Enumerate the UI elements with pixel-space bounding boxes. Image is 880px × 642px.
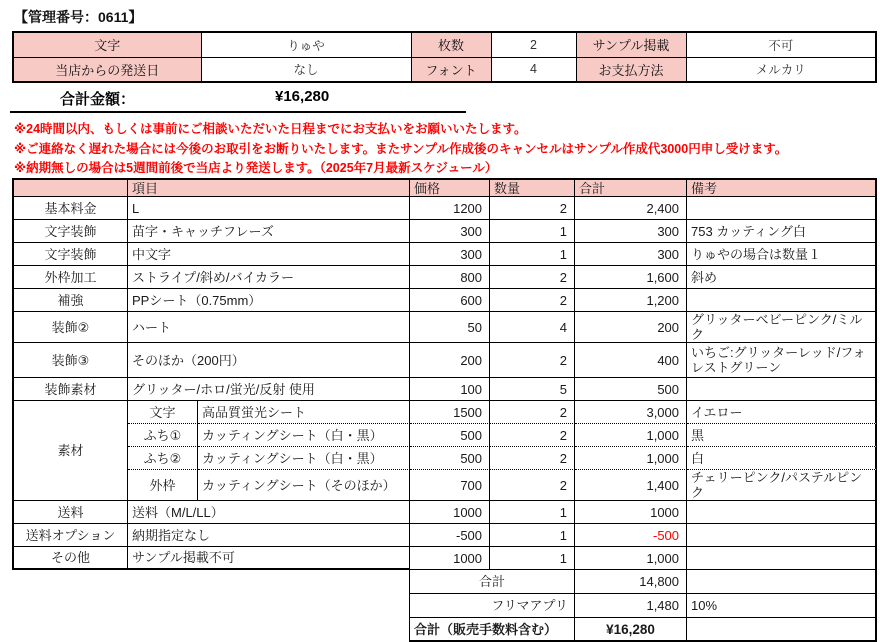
note-line: ※24時間以内、もしくは事前にご相談いただいた日程までにお支払いをお願いいたします。 bbox=[14, 122, 527, 136]
table-row bbox=[12, 501, 877, 524]
info-label-moji: 文字 bbox=[13, 32, 201, 57]
header-note: 備考 bbox=[687, 178, 877, 197]
cell-note: 白 bbox=[687, 447, 877, 470]
cell-qty: 1 bbox=[490, 524, 575, 547]
cell-item: そのほか（200円） bbox=[128, 343, 410, 378]
cell-total: 1,600 bbox=[575, 266, 687, 289]
cell-category: 装飾素材 bbox=[12, 378, 128, 401]
table-row bbox=[12, 266, 877, 289]
payment-notes bbox=[14, 120, 787, 179]
cell-price: 300 bbox=[410, 220, 490, 243]
info-row bbox=[13, 32, 876, 57]
cell-price: 1500 bbox=[410, 401, 490, 424]
cell-category-material: 素材 bbox=[12, 401, 128, 501]
table-row bbox=[12, 547, 877, 570]
header-blank bbox=[12, 178, 128, 197]
table-row bbox=[12, 343, 877, 378]
summary-value-grand-total: ¥16,280 bbox=[575, 618, 687, 642]
cell-total: 1,000 bbox=[575, 424, 687, 447]
grand-total-line bbox=[10, 86, 466, 113]
info-value-payment: メルカリ bbox=[686, 57, 876, 82]
cell-category: 文字装飾 bbox=[12, 220, 128, 243]
table-row-material bbox=[12, 470, 877, 501]
cell-total: 400 bbox=[575, 343, 687, 378]
header-price: 価格 bbox=[410, 178, 490, 197]
cell-note: 753 カッティング白 bbox=[687, 220, 877, 243]
cell-item: 中文字 bbox=[128, 243, 410, 266]
cell-price: 500 bbox=[410, 447, 490, 470]
blank-area bbox=[12, 594, 410, 618]
cell-item: 苗字・キャッチフレーズ bbox=[128, 220, 410, 243]
cell-note: いちご:グリッターレッド/フォレストグリーン bbox=[687, 343, 877, 378]
note-line: ※ご連絡なく遅れた場合には今後のお取引をお断りいたします。またサンプル作成後のキャンセルはサンプル作成代3000円申し受けます。 bbox=[14, 141, 788, 156]
order-header-row bbox=[12, 178, 877, 197]
cell-note: チェリーピンク/パステルピンク bbox=[687, 470, 877, 501]
cell-total: 3,000 bbox=[575, 401, 687, 424]
summary-value-subtotal: 14,800 bbox=[575, 570, 687, 594]
cell-category: 送料オプション bbox=[12, 524, 128, 547]
info-value-moji: りゅや bbox=[201, 32, 411, 57]
cell-qty: 1 bbox=[490, 220, 575, 243]
cell-note: りゅやの場合は数量１ bbox=[687, 243, 877, 266]
info-label-payment: お支払方法 bbox=[576, 57, 686, 82]
cell-item: ストライプ/斜め/バイカラー bbox=[128, 266, 410, 289]
cell-category: 装飾③ bbox=[12, 343, 128, 378]
cell-item: 高品質蛍光シート bbox=[198, 401, 410, 424]
cell-price: 500 bbox=[410, 424, 490, 447]
cell-qty: 2 bbox=[490, 447, 575, 470]
info-value-font: 4 bbox=[491, 57, 576, 82]
cell-note: 黒 bbox=[687, 424, 877, 447]
header-item: 項目 bbox=[128, 178, 410, 197]
cell-note bbox=[687, 197, 877, 220]
cell-category: 外枠加工 bbox=[12, 266, 128, 289]
cell-category: 補強 bbox=[12, 289, 128, 312]
cell-sub: ふち① bbox=[128, 424, 198, 447]
table-row bbox=[12, 220, 877, 243]
cell-item: ハート bbox=[128, 312, 410, 343]
table-row bbox=[12, 197, 877, 220]
cell-price: 800 bbox=[410, 266, 490, 289]
cell-category: 装飾② bbox=[12, 312, 128, 343]
cell-price: 100 bbox=[410, 378, 490, 401]
cell-item: カッティングシート（白・黒） bbox=[198, 424, 410, 447]
summary-label-subtotal: 合計 bbox=[410, 570, 575, 594]
cell-note: イエロー bbox=[687, 401, 877, 424]
table-row-material bbox=[12, 447, 877, 470]
cell-price: 300 bbox=[410, 243, 490, 266]
info-label-shipdate: 当店からの発送日 bbox=[13, 57, 201, 82]
cell-qty: 5 bbox=[490, 378, 575, 401]
cell-note bbox=[687, 289, 877, 312]
info-table bbox=[12, 31, 877, 83]
cell-sub: ふち② bbox=[128, 447, 198, 470]
cell-price: 1000 bbox=[410, 547, 490, 570]
summary-label-fee: フリマアプリ bbox=[410, 594, 575, 618]
table-row-material bbox=[12, 424, 877, 447]
cell-total: 200 bbox=[575, 312, 687, 343]
info-label-font: フォント bbox=[411, 57, 491, 82]
cell-qty: 2 bbox=[490, 424, 575, 447]
cell-qty: 1 bbox=[490, 501, 575, 524]
cell-total-negative: -500 bbox=[575, 524, 687, 547]
header-qty: 数量 bbox=[490, 178, 575, 197]
cell-qty: 4 bbox=[490, 312, 575, 343]
cell-note: 斜め bbox=[687, 266, 877, 289]
cell-price: -500 bbox=[410, 524, 490, 547]
order-table bbox=[12, 178, 877, 642]
summary-note bbox=[687, 618, 877, 642]
blank-area bbox=[12, 618, 410, 642]
cell-price: 700 bbox=[410, 470, 490, 501]
table-row bbox=[12, 289, 877, 312]
info-value-shipdate: なし bbox=[201, 57, 411, 82]
note-line: ※納期無しの場合は5週間前後で当店より発送します。（2025年7月最新スケジュール） bbox=[14, 161, 498, 175]
cell-total: 1000 bbox=[575, 501, 687, 524]
cell-qty: 2 bbox=[490, 266, 575, 289]
header-total: 合計 bbox=[575, 178, 687, 197]
table-row-material bbox=[12, 401, 877, 424]
cell-price: 200 bbox=[410, 343, 490, 378]
cell-note bbox=[687, 524, 877, 547]
cell-category: 送料 bbox=[12, 501, 128, 524]
info-value-maisu: 2 bbox=[491, 32, 576, 57]
cell-total: 2,400 bbox=[575, 197, 687, 220]
cell-qty: 2 bbox=[490, 470, 575, 501]
cell-item: グリッター/ホロ/蛍光/反射 使用 bbox=[128, 378, 410, 401]
cell-category: 基本料金 bbox=[12, 197, 128, 220]
summary-note bbox=[687, 570, 877, 594]
cell-total: 1,000 bbox=[575, 547, 687, 570]
cell-category: 文字装飾 bbox=[12, 243, 128, 266]
info-row bbox=[13, 57, 876, 82]
grand-total-amount: ¥16,280 bbox=[275, 88, 330, 105]
cell-item: PPシート（0.75mm） bbox=[128, 289, 410, 312]
cell-total: 300 bbox=[575, 243, 687, 266]
cell-qty: 2 bbox=[490, 401, 575, 424]
cell-qty: 1 bbox=[490, 243, 575, 266]
cell-total: 1,200 bbox=[575, 289, 687, 312]
table-row bbox=[12, 378, 877, 401]
cell-qty: 2 bbox=[490, 343, 575, 378]
blank-area bbox=[12, 570, 410, 594]
cell-qty: 2 bbox=[490, 289, 575, 312]
grand-total-label: 合計金額： bbox=[60, 91, 136, 108]
summary-row-grand-total bbox=[12, 618, 877, 642]
cell-note bbox=[687, 547, 877, 570]
cell-note: グリッターベビーピンク/ミルク bbox=[687, 312, 877, 343]
cell-category: その他 bbox=[12, 547, 128, 570]
cell-item: サンプル掲載不可 bbox=[128, 547, 410, 570]
summary-row-fee bbox=[12, 594, 877, 618]
cell-total: 1,400 bbox=[575, 470, 687, 501]
cell-note bbox=[687, 501, 877, 524]
summary-value-fee: 1,480 bbox=[575, 594, 687, 618]
cell-price: 1000 bbox=[410, 501, 490, 524]
summary-row-subtotal bbox=[12, 570, 877, 594]
cell-price: 50 bbox=[410, 312, 490, 343]
table-row bbox=[12, 243, 877, 266]
cell-qty: 2 bbox=[490, 197, 575, 220]
cell-total: 300 bbox=[575, 220, 687, 243]
doc-number: 【管理番号：0611】 bbox=[14, 9, 143, 25]
cell-price: 1200 bbox=[410, 197, 490, 220]
summary-note-fee-rate: 10% bbox=[687, 594, 877, 618]
info-label-maisu: 枚数 bbox=[411, 32, 491, 57]
cell-item: L bbox=[128, 197, 410, 220]
cell-qty: 1 bbox=[490, 547, 575, 570]
cell-price: 600 bbox=[410, 289, 490, 312]
info-value-sample: 不可 bbox=[686, 32, 876, 57]
table-row bbox=[12, 524, 877, 547]
cell-total: 500 bbox=[575, 378, 687, 401]
table-row bbox=[12, 312, 877, 343]
cell-item: カッティングシート（白・黒） bbox=[198, 447, 410, 470]
info-label-sample: サンプル掲載 bbox=[576, 32, 686, 57]
cell-total: 1,000 bbox=[575, 447, 687, 470]
cell-sub: 外枠 bbox=[128, 470, 198, 501]
cell-note bbox=[687, 378, 877, 401]
summary-label-grand-total: 合計（販売手数料含む） bbox=[410, 618, 575, 642]
cell-sub: 文字 bbox=[128, 401, 198, 424]
cell-item: カッティングシート（そのほか） bbox=[198, 470, 410, 501]
cell-item: 納期指定なし bbox=[128, 524, 410, 547]
cell-item: 送料（M/L/LL） bbox=[128, 501, 410, 524]
